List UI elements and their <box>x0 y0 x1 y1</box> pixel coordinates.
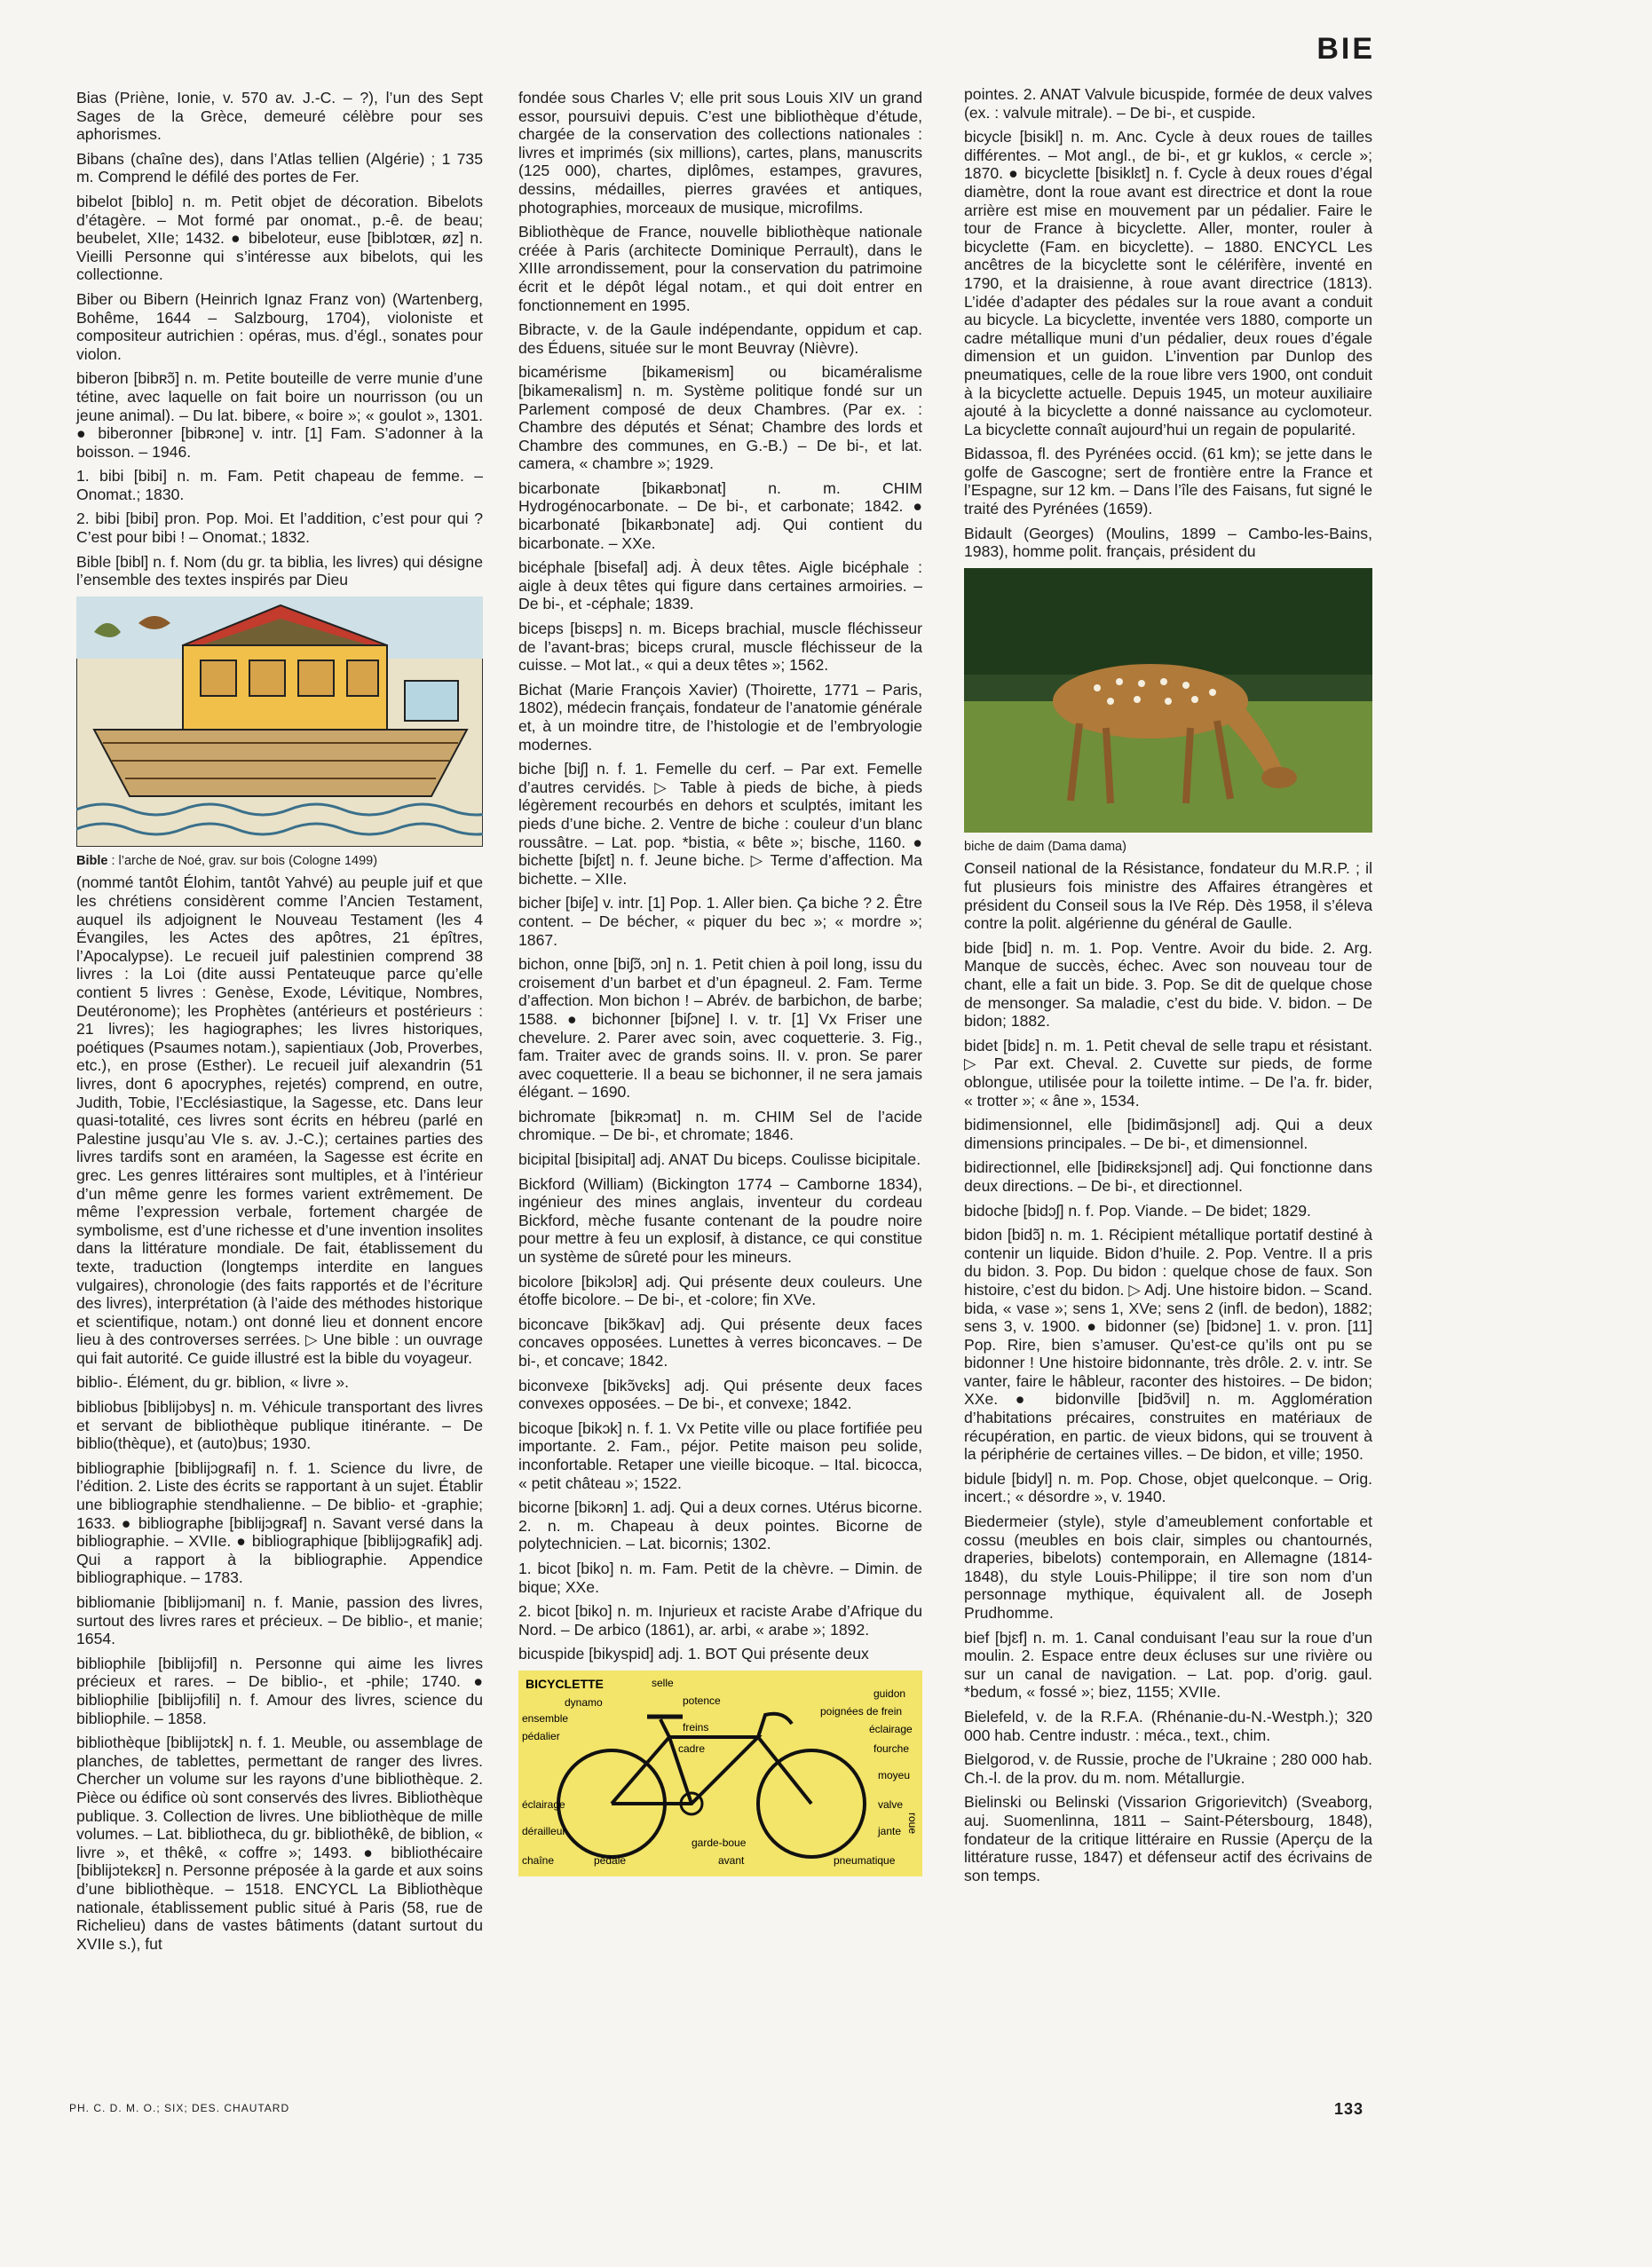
column-2 <box>518 89 922 1876</box>
entry-bidimensionnel: bidimensionnel, elle [bidimɑ̃sjɔnɛl] adj. Qui a deux dimensions principales. – De bi-, et dimensionnel. <box>964 1116 1372 1152</box>
bible-caption-text: : l’arche de Noé, grav. sur bois (Cologne 1499) <box>107 853 378 868</box>
bike-label-valve: valve <box>878 1797 904 1811</box>
entry-biche: biche [biʃ] n. f. 1. Femelle du cerf. – Par ext. Femelle d’autres cervidés. ▷ Table à pieds de biche, à pieds légèrement recourbés en dehors et sculptés, imitant les pieds d’une biche. 2. Ventre de biche : couleur d’un blanc roussâtre. – Lat. pop. *bistia, « bête »; bische, 1160. ● bichette [biʃɛt] n. f. Jeune biche. ▷ Terme d’affection. Ma bichette. – XIIe. <box>518 760 922 888</box>
bible-caption <box>76 852 483 871</box>
entry-biblio: biblio-. Élément, du gr. biblion, « livre ». <box>76 1373 350 1392</box>
entry-bias: Bias (Priène, Ionie, v. 570 av. J.-C. – ?), l’un des Sept Sages de la Grèce, demeuré célèbre pour ses aphorismes. <box>76 89 483 144</box>
page-number: 133 <box>1334 2100 1364 2118</box>
entry-bicot-1: 1. bicot [biko] n. m. Fam. Petit de la chèvre. – Dimin. de bique; XXe. <box>518 1559 922 1596</box>
entry-bidassoa: Bidassoa, fl. des Pyrénées occid. (61 km); se jette dans le golfe de Gascogne; sert de frontière entre la France et l’Espagne, sur 12 km. – Dans l’île des Faisans, fut signé le traité des Pyrénées (1659). <box>964 445 1372 518</box>
entry-bibi-2: 2. bibi [bibi] pron. Pop. Moi. Et l’addition, c’est pour qui ? C’est pour bibi ! – Onomat.; 1832. <box>76 509 483 547</box>
bike-label-derailleur: dérailleur <box>522 1824 566 1837</box>
deer-caption <box>964 838 1372 857</box>
entry-bicamerisme: bicamérisme [bikameʀism] ou bicaméralisme [bikameʀalism] n. m. Système politique fondé sur un Parlement composé de deux Chambres. (Par ex. : Chambre des députés et Sénat; Chambre des lords et Chambre des communes, en G.-B.) – De bi-, et lat. camera, « chambre »; 1929. <box>518 363 922 473</box>
bike-label-potence: potence <box>683 1694 721 1707</box>
entry-bicephale: bicéphale [bisefal] adj. À deux têtes. Aigle bicéphale : aigle à deux têtes qui figure dans certaines armoiries. – De bi-, et -céphale; 1839. <box>518 558 922 613</box>
bike-label-dynamo: dynamo <box>565 1695 603 1709</box>
bike-label-freins: freins <box>683 1720 709 1734</box>
entry-biedermeier: Biedermeier (style), style d’ameublement confortable et cossu (meubles en bois clair, simples ou chantournés, draperies, bibelots) contemporain, en Allemagne (1814-1848), du style Louis-Philippe; il tire son nom d’un personnage mythique, équivalent all. de Joseph Prudhomme. <box>964 1513 1372 1622</box>
deer-caption-head: biche <box>964 839 995 854</box>
entry-bidet: bidet [bidɛ] n. m. 1. Petit cheval de selle trapu et résistant. ▷ Par ext. Cheval. 2. Cuvette sur pieds, de forme oblongue, utilisée pour la toilette intime. – De l’a. fr. bider, « trotter »; « âne », 1534. <box>964 1036 1372 1110</box>
entry-biceps: biceps [bisɛps] n. m. Biceps brachial, muscle fléchisseur de l’avant-bras; biceps crural, muscle fléchisseur de la cuisse. – Mot lat., « qui a deux têtes »; 1562. <box>518 620 922 675</box>
bike-label-eclairage-front: éclairage <box>869 1722 913 1735</box>
bike-label-ensemble: ensemble <box>522 1711 569 1725</box>
entry-bichromate: bichromate [bikʀɔmat] n. m. CHIM Sel de l’acide chromique. – De bi-, et chromate; 1846. <box>518 1107 922 1144</box>
entry-bicolore: bicolore [bikɔlɔʀ] adj. Qui présente deux couleurs. Une étoffe bicolore. – De bi-, et -colore; fin XVe. <box>518 1272 922 1309</box>
entry-bidon: bidon [bidɔ̃] n. m. 1. Récipient métallique portatif destiné à contenir un liquide. Bidon d’huile. 2. Pop. Ventre. Il a pris du bidon. 3. Pop. Du bidon : quelque chose de faux. Son histoire, c’est du bidon. ▷ Adj. Une histoire bidon. – Scand. bida, « vase »; sens 1, XVe; sens 2 (infl. de bedon), 1882; sens 3, v. 1900. ● bidonner (se) [bidɔne] 1. v. pron. [11] Pop. Rire, bien s’amuser. Qu’est-ce qu’ils ont pu se bidonner ! Une histoire bidonnante, très drôle. 2. v. intr. Se vanter, faire le hâbleur, raconter des histoires. – De bidon; XXe. ● bidonville [bidɔ̃vil] n. m. Agglomération d’habitations précaires, construites en matériaux de récupération, en partic. de vieux bidons, qui se trouvent à la périphérie de certaines villes. – De bidon, et ville; 1950. <box>964 1226 1372 1464</box>
entry-biberon: biberon [bibʀɔ̃] n. m. Petite bouteille de verre munie d’une tétine, avec laquelle on fait boire un nourrisson (ou un jeune animal). – Du lat. bibere, « boire »; « goulot », 1301. ● biberonner [bibʀɔne] v. intr. [1] Fam. S’adonner à la boisson. – 1946. <box>76 369 483 461</box>
entry-bible: Bible [bibl] n. f. Nom (du gr. ta biblia, les livres) qui désigne l’ensemble des textes inspirés par Dieu <box>76 552 483 589</box>
entry-bibliotheque: bibliothèque [biblijɔtɛk] n. f. 1. Meuble, ou assemblage de planches, de tablettes, permettant de ranger des livres. Chercher un volume sur les rayons d’une bibliothèque. 2. Pièce ou édifice où sont conservés des livres. Bibliothèque publique. 3. Collection de livres. Une bibliothèque de mille volumes. – Lat. bibliotheca, du gr. bibliothêkê, de biblion, « livre », et thêkê, « coffre »; 1493. ● bibliothécaire [biblijɔtekɛʀ] n. Personne préposée à la garde et aux soins d’une bibliothèque. – 1518. ENCYCL La Bibliothèque nationale, établissement public situé à Paris (58, rue de Richelieu) dans de vastes bâtiments (datant surtout du XVIIe s.), fut <box>76 1734 483 1953</box>
entry-bibliophile: bibliophile [biblijɔfil] n. Personne qui aime les livres précieux et rares. – De biblio-, et -phile; 1740. ● bibliophilie [biblijɔfili] n. f. Amour des livres, science du bibliophile. – 1858. <box>76 1654 483 1727</box>
bike-label-pedale: pédale <box>594 1853 627 1867</box>
entry-bielinski: Bielinski ou Belinski (Vissarion Grigorievitch) (Sveaborg, auj. Suomenlinna, 1811 – Saint-Pétersbourg, 1848), fondateur de la critique littéraire en Russie (Aperçu de la littérature russe, 1847) et défenseur actif des écrivains de son temps. <box>964 1793 1372 1884</box>
bike-label-poignees: poignées de frein <box>820 1704 903 1718</box>
entry-bicipital: bicipital [bisipital] adj. ANAT Du biceps. Coulisse bicipitale. <box>518 1150 921 1169</box>
entry-bibans: Bibans (chaîne des), dans l’Atlas tellien (Algérie) ; 1 735 m. Comprend le défilé des portes de Fer. <box>76 149 483 186</box>
entry-bidoche: bidoche [bidɔʃ] n. f. Pop. Viande. – De bidet; 1829. <box>964 1201 1311 1220</box>
bike-label-avant: avant <box>718 1853 745 1867</box>
entry-biber: Biber ou Bibern (Heinrich Ignaz Franz von) (Wartenberg, Bohême, 1644 – Salzbourg, 1704), violoniste et compositeur autrichien : opéras, mus. d’égl., sonates pour violon. <box>76 289 483 363</box>
entry-bibi-1: 1. bibi [bibi] n. m. Fam. Petit chapeau de femme. – Onomat.; 1830. <box>76 467 483 503</box>
bike-label-eclairage-rear: éclairage <box>522 1797 565 1811</box>
bible-caption-head: Bible <box>76 853 108 868</box>
entry-bicuspide-continued: pointes. 2. ANAT Valvule bicuspide, formée de deux valves (ex. : valvule mitrale). – De bi-, et cuspide. <box>964 85 1372 122</box>
bicycle-title: BICYCLETTE <box>526 1676 604 1691</box>
bike-label-pneumatique: pneumatique <box>834 1853 896 1867</box>
entry-bibliotheque-de-france: Bibliothèque de France, nouvelle bibliothèque nationale créée à Paris (architecte Dominique Perrault), dans le XIIIe arrondissement, pour la conservation du patrimoine écrit et le dépôt légal notam., et qui doit entrer en fonctionnement en 1995. <box>518 223 922 314</box>
bike-label-fourche: fourche <box>873 1742 910 1755</box>
entry-bichat: Bichat (Marie François Xavier) (Thoirette, 1771 – Paris, 1802), médecin français, fondateur de l’anatomie générale et, à un moindre titre, de l’histologie et de l’embryologie modernes. <box>518 680 922 754</box>
bible-woodcut-illustration <box>76 596 483 847</box>
entry-bibelot: bibelot [biblo] n. m. Petit objet de décoration. Bibelots d’étagère. – Mot formé par onomat., p.-ê. de beau; beubelet, XIIe; 1432. ● bibeloteur, euse [biblɔtœʀ, øz] n. Vieilli Personne qui s’intéresse aux bibelots, qui les collectionne. <box>76 192 483 284</box>
bike-label-cadre: cadre <box>678 1742 706 1755</box>
entry-bicher: bicher [biʃe] v. intr. [1] Pop. 1. Aller bien. Ça biche ? 2. Être content. – De bécher, « piquer du bec »; « mordre »; 1867. <box>518 894 922 949</box>
entry-bielgorod: Bielgorod, v. de Russie, proche de l’Ukraine ; 280 000 hab. Ch.-l. de la prov. du m. nom. Métallurgie. <box>964 1750 1372 1787</box>
entry-bible-continued: (nommé tantôt Élohim, tantôt Yahvé) au peuple juif et que les chrétiens considèrent comme l’Ancien Testament, auquel ils adjoignent le Nouveau Testament (les 4 Évangiles, les Actes des apôtres, 21 épîtres, l’Apocalypse). Le recueil juif palestinien comprend 38 livres : la Loi (dite aussi Pentateuque parce qu’elle contient 5 livres : Genèse, Exode, Lévitique, Nombres, Deutéronome); les Prophètes (antérieurs et postérieurs : 21 livres); les hagiographes; les livres historiques, poétiques (Psaumes notam.), sapientiaux (Job, Proverbes, etc.), en prose (Esther). Le recueil juif alexandrin (51 livres, dont 6 apocryphes, rejetés) comprend, en outre, Judith, Tobie, l’Ecclésiastique, la Sagesse, etc. Dans leur quasi-totalité, ces livres sont écrits en hébreu (parlé en Palestine jusqu’au VIe s. av. J.-C.); certaines parties des livres tardifs sont en araméen, la Sagesse est écrite en grec. Les genres littéraires sont multiples, et à l’intérieur d’un même genre les formes varient extrêmement. De même l’expression verbale, fortement chargée de symbolisme, est d’une richesse et d’une invention insolites dans la littérature mondiale. De fait, établissement du texte, traduction (longtemps interdite en langues vulgaires), chronologie (des faits rapportés et de l’écriture des livres), interprétation (à l’aide des méthodes historique et scientifique, notam.) ont donné lieu et donnent encore lieu à des controverses serrées. ▷ Une bible : un ouvrage qui fait autorité. Ce guide illustré est la bible du voyageur. <box>76 873 483 1367</box>
entry-bicot-2: 2. bicot [biko] n. m. Injurieux et raciste Arabe d’Afrique du Nord. – De arbico (1861), ar. arbi, « arabe »; 1892. <box>518 1602 922 1639</box>
entry-biconvexe: biconvexe [bikɔ̃vɛks] adj. Qui présente deux faces convexes opposées. – De bi-, et convexe; 1842. <box>518 1376 922 1413</box>
entry-bibracte: Bibracte, v. de la Gaule indépendante, oppidum et cap. des Éduens, située sur le mont Beuvray (Nièvre). <box>518 320 922 357</box>
bike-label-moyeu: moyeu <box>878 1768 911 1781</box>
bike-label-selle: selle <box>652 1676 674 1689</box>
entry-bidule: bidule [bidyl] n. m. Pop. Chose, objet quelconque. – Orig. incert.; « désordre », v. 1940. <box>964 1469 1372 1506</box>
entry-bibliotheque-continued: fondée sous Charles V; elle prit sous Louis XIV un grand essor, poursuivi depuis. C’est une bibliothèque d’étude, chargée de la conservation des collections nationales : livres et imprimés (six millions), cartes, plans, manuscrits (125 000), chartes, diplômes, estampes, gravures, dessins, médailles, pierres gravées et antiques, photographies, morceaux de musique, microfilms. <box>518 89 922 217</box>
photo-credits: PH. C. D. M. O.; SIX; DES. CHAUTARD <box>69 2102 290 2114</box>
entry-bibliobus: bibliobus [biblijɔbys] n. m. Véhicule transportant des livres et servant de bibliothèque publique itinérante. – De biblio(thèque), et (auto)bus; 1930. <box>76 1398 483 1453</box>
entry-bicoque: bicoque [bikɔk] n. f. 1. Vx Petite ville ou place fortifiée peu importante. 2. Fam., péjor. Petite maison peu solide, inconfortable. Retaper une vieille bicoque. – Ital. bicocca, « petit château »; 1522. <box>518 1418 922 1492</box>
bike-label-guidon: guidon <box>873 1686 906 1700</box>
entry-bicarbonate: bicarbonate [bikaʀbɔnat] n. m. CHIM Hydrogénocarbonate. – De bi-, et carbonate; 1842. ● bicarbonaté [bikaʀbɔnate] adj. Qui contient du bicarbonate. – XXe. <box>518 478 922 552</box>
entry-biconcave: biconcave [bikɔ̃kav] adj. Qui présente deux faces concaves opposées. Lunettes à verres biconcaves. – De bi-, et concave; 1842. <box>518 1315 922 1370</box>
bike-label-pedalier: pédalier <box>522 1729 560 1742</box>
entry-bief: bief [bjɛf] n. m. 1. Canal conduisant l’eau sur la roue d’un moulin. 2. Espace entre deux écluses sur une rivière ou sur un canal de navigation. – Lat. pop. d’orig. gaul. *bedum, « fossé »; biez, 1155; XVIIe. <box>964 1628 1372 1702</box>
entry-bidault: Bidault (Georges) (Moulins, 1899 – Cambo-les-Bains, 1983), homme polit. français, président du <box>964 524 1372 561</box>
column-3 <box>964 85 1372 1891</box>
entry-bicuspide: bicuspide [bikyspid] adj. 1. BOT Qui présente deux <box>518 1645 869 1663</box>
deer-caption-text: de daim (Dama dama) <box>994 839 1126 854</box>
column-1 <box>76 89 483 1959</box>
entry-bicycle: bicycle [bisikl] n. m. Anc. Cycle à deux roues de tailles différentes. – Mot angl., de bi-, et gr kuklos, « cercle »; 1870. ● bicyclette [bisiklɛt] n. f. Cycle à deux roues d’égal diamètre, dont la roue avant est directrice et dont la roue arrière est mise en mouvement par un pédalier. Faire le tour de France à bicyclette. Aller, monter, rouler à bicyclette (Fam. en bicyclette). – 1880. ENCYCL Les ancêtres de la bicyclette sont le célérifère, inventé en 1790, et la draisienne, à roue avant directrice (1813). L’idée d’adapter des pédales sur la roue avant a conduit au bicycle. La bicyclette, inventée vers 1880, comporte un cadre métallique muni d’un pédalier, deux roues d’égale dimension et un guidon. L’invention par Dunlop des pneumatiques, celle de la roue libre vers 1900, ont conduit à la bicyclette actuelle. Depuis 1945, un moteur auxiliaire ajouté à la bicyclette a donné naissance au cyclomoteur. La bicyclette connaît aujourd’hui un regain de popularité. <box>964 128 1372 438</box>
bike-label-garde-boue: garde-boue <box>692 1836 747 1849</box>
entry-bibliographie: bibliographie [biblijɔgʀafi] n. f. 1. Science du livre, de l’édition. 2. Liste des écrits se rapportant à un sujet. Établir une bibliographie stendhalienne. – De biblio- et -graphie; 1633. ● bibliographe [biblijɔgʀaf] n. Savant versé dans la bibliographie. – XVIIe. ● bibliographique [biblijɔgʀafik] adj. Qui a rapport à la bibliographie. Appendice bibliographique. – 1783. <box>76 1458 483 1587</box>
bicycle-diagram <box>518 1671 922 1876</box>
entry-bickford: Bickford (William) (Bickington 1774 – Camborne 1834), ingénieur des mines anglais, inventeur du cordeau Bickford, mèche fusante contenant de la poudre noire pour mettre à feu un explosif, à distance, ce qui constitue un système de sûreté pour les mineurs. <box>518 1174 922 1267</box>
bike-label-roue: roue <box>906 1812 919 1834</box>
deer-photo <box>964 568 1372 833</box>
entry-bicorne: bicorne [bikɔʀn] 1. adj. Qui a deux cornes. Utérus bicorne. 2. n. m. Chapeau à deux pointes. Bicorne de polytechnicien. – Lat. bicornis; 1302. <box>518 1498 922 1553</box>
entry-bidirectionnel: bidirectionnel, elle [bidiʀɛksjɔnɛl] adj. Qui fonctionne dans deux directions. – De bi-, et directionnel. <box>964 1158 1372 1195</box>
bike-label-chaine: chaîne <box>522 1853 555 1867</box>
entry-bibliomanie: bibliomanie [biblijɔmani] n. f. Manie, passion des livres, surtout des livres rares et précieux. – De biblio-, et manie; 1654. <box>76 1593 483 1648</box>
entry-bidault-continued: Conseil national de la Résistance, fondateur du M.R.P. ; il fut plusieurs fois ministre des Affaires étrangères et président du Conseil sous la IVe Rép. Dès 1958, il s’éleva contre la polit. algérienne du général de Gaulle. <box>964 859 1372 933</box>
bike-label-jante: jante <box>878 1824 902 1837</box>
entry-bichon: bichon, onne [biʃɔ̃, ɔn] n. 1. Petit chien à poil long, issu du croisement d’un barbet et d’un épagneul. 2. Fam. Terme d’affection. Mon bichon ! – Abrév. de barbichon, de barbe; 1588. ● bichonner [biʃɔne] I. v. tr. [1] Vx Friser une chevelure. 2. Parer avec soin, avec coquetterie. 3. Fig., fam. Traiter avec de grands soins. II. v. pron. Se parer avec coquetterie. Il a beau se bichonner, il ne sera jamais élégant. – 1690. <box>518 955 922 1102</box>
guide-word: BIE <box>1316 32 1375 66</box>
entry-bide: bide [bid] n. m. 1. Pop. Ventre. Avoir du bide. 2. Arg. Manque de succès, échec. Avec son nouveau tour de chant, elle a fait un bide. 3. Pop. Se dit de quelque chose de mensonger. Sa maladie, c’est du bide. V. bidon. – De bidon; 1882. <box>964 938 1372 1031</box>
entry-bielefeld: Bielefeld, v. de la R.F.A. (Rhénanie-du-N.-Westph.); 320 000 hab. Centre industr. : méca., text., chim. <box>964 1707 1372 1744</box>
